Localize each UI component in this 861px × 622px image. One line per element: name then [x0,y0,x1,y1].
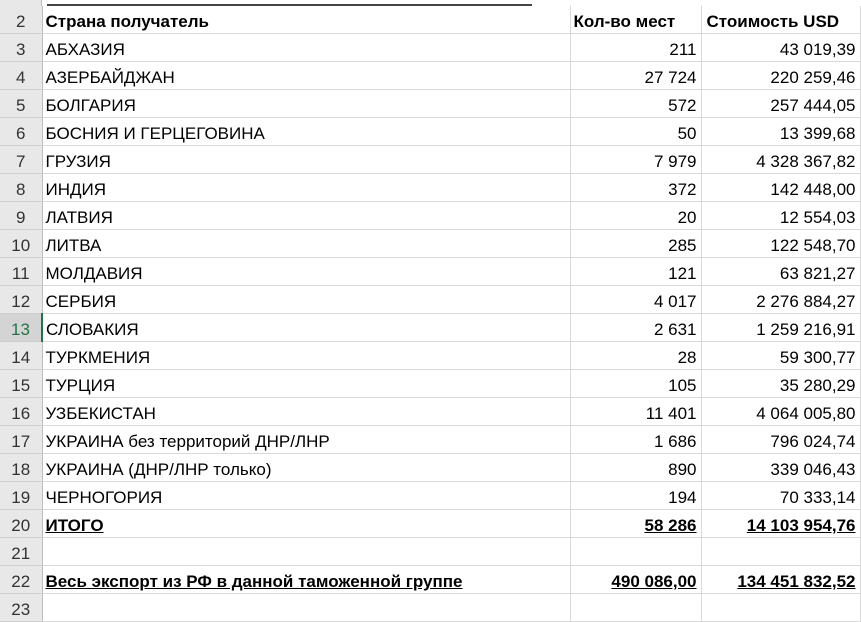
cost-cell[interactable]: 59 300,77 [701,342,860,370]
places-cell[interactable]: 2 631 [570,314,701,342]
table-row [0,146,860,174]
row-number[interactable]: 9 [0,202,42,230]
empty-row [0,538,860,566]
table-row [0,482,860,510]
export-total-row [0,566,860,594]
country-cell[interactable]: СЕРБИЯ [42,286,570,314]
country-cell[interactable] [42,594,570,622]
row-number[interactable]: 11 [0,258,42,286]
row-number[interactable]: 5 [0,90,42,118]
table-row [0,426,860,454]
table-row [0,62,860,90]
country-cell[interactable] [42,538,570,566]
country-cell[interactable]: ЛАТВИЯ [42,202,570,230]
partial-row [0,594,860,622]
country-cell[interactable]: СЛОВАКИЯ [42,314,570,342]
country-cell[interactable]: ТУРКМЕНИЯ [42,342,570,370]
cost-cell[interactable]: 142 448,00 [701,174,860,202]
places-cell[interactable]: 20 [570,202,701,230]
cost-cell[interactable]: 12 554,03 [701,202,860,230]
total-row [0,510,860,538]
places-cell[interactable]: 27 724 [570,62,701,90]
header-country-cell[interactable]: Страна получатель [42,6,570,34]
places-cell[interactable]: 28 [570,342,701,370]
row-number[interactable]: 15 [0,370,42,398]
table-row [0,90,860,118]
cost-cell[interactable]: 43 019,39 [701,34,860,62]
cost-cell[interactable]: 796 024,74 [701,426,860,454]
row-number[interactable]: 21 [0,538,42,566]
country-cell[interactable]: ЧЕРНОГОРИЯ [42,482,570,510]
places-cell[interactable]: 890 [570,454,701,482]
table-row [0,342,860,370]
row-number[interactable]: 14 [0,342,42,370]
places-cell[interactable]: 572 [570,90,701,118]
row-number[interactable]: 13 [0,314,42,342]
cost-cell[interactable] [701,594,860,622]
cost-cell[interactable]: 220 259,46 [701,62,860,90]
row-number[interactable]: 22 [0,566,42,594]
places-cell[interactable]: 121 [570,258,701,286]
country-cell[interactable]: УЗБЕКИСТАН [42,398,570,426]
cost-cell[interactable] [701,538,860,566]
table-row [0,202,860,230]
row-number[interactable]: 17 [0,426,42,454]
places-cell[interactable]: 211 [570,34,701,62]
cost-cell[interactable]: 2 276 884,27 [701,286,860,314]
table-row [0,454,860,482]
table-row [0,174,860,202]
country-cell[interactable]: ИНДИЯ [42,174,570,202]
country-cell[interactable]: ЛИТВА [42,230,570,258]
table-row [0,258,860,286]
row-number[interactable]: 16 [0,398,42,426]
places-cell[interactable]: 1 686 [570,426,701,454]
table-row [0,286,860,314]
country-cell[interactable]: ТУРЦИЯ [42,370,570,398]
table-row [0,314,860,342]
row-number[interactable]: 20 [0,510,42,538]
row-number[interactable]: 6 [0,118,42,146]
cost-cell[interactable]: 4 064 005,80 [701,398,860,426]
row-number[interactable]: 19 [0,482,42,510]
row-number[interactable]: 12 [0,286,42,314]
header-cost-cell[interactable]: Стоимость USD [701,6,860,34]
table-row [0,34,860,62]
country-cell[interactable]: БОЛГАРИЯ [42,90,570,118]
country-cell[interactable]: ИТОГО [42,510,570,538]
places-cell[interactable]: 7 979 [570,146,701,174]
places-cell[interactable]: 4 017 [570,286,701,314]
country-cell[interactable]: УКРАИНА (ДНР/ЛНР только) [42,454,570,482]
row-number[interactable]: 7 [0,146,42,174]
row-number[interactable]: 18 [0,454,42,482]
places-cell[interactable]: 50 [570,118,701,146]
row-number[interactable]: 8 [0,174,42,202]
cost-cell[interactable]: 122 548,70 [701,230,860,258]
country-cell[interactable]: УКРАИНА без территорий ДНР/ЛНР [42,426,570,454]
table-row [0,398,860,426]
places-cell[interactable] [570,594,701,622]
places-cell[interactable] [570,538,701,566]
cost-cell[interactable]: 1 259 216,91 [701,314,860,342]
cost-cell[interactable]: 14 103 954,76 [701,510,860,538]
cost-cell[interactable]: 63 821,27 [701,258,860,286]
header-places-cell[interactable]: Кол-во мест [570,6,701,34]
country-cell[interactable]: АЗЕРБАЙДЖАН [42,62,570,90]
cost-cell[interactable]: 4 328 367,82 [701,146,860,174]
country-cell[interactable]: МОЛДАВИЯ [42,258,570,286]
country-cell[interactable]: ГРУЗИЯ [42,146,570,174]
country-cell[interactable]: БОСНИЯ И ГЕРЦЕГОВИНА [42,118,570,146]
row-number[interactable]: 10 [0,230,42,258]
cost-cell[interactable]: 257 444,05 [701,90,860,118]
cost-cell[interactable]: 35 280,29 [701,370,860,398]
cost-cell[interactable]: 134 451 832,52 [701,566,860,594]
table-row [0,370,860,398]
cost-cell[interactable]: 339 046,43 [701,454,860,482]
data-grid [0,6,861,622]
places-cell[interactable]: 194 [570,482,701,510]
places-cell[interactable]: 372 [570,174,701,202]
places-cell[interactable]: 490 086,00 [570,566,701,594]
cost-cell[interactable]: 70 333,14 [701,482,860,510]
places-cell[interactable]: 105 [570,370,701,398]
row-number[interactable]: 3 [0,34,42,62]
country-cell[interactable]: АБХАЗИЯ [42,34,570,62]
table-row [0,118,860,146]
row-number[interactable]: 2 [0,6,42,34]
places-cell[interactable]: 285 [570,230,701,258]
places-cell[interactable]: 11 401 [570,398,701,426]
table-row [0,230,860,258]
country-cell[interactable]: Весь экспорт из РФ в данной таможенной группе [42,566,570,594]
row-number[interactable]: 4 [0,62,42,90]
row-number[interactable]: 23 [0,594,42,622]
header-row [0,6,860,34]
places-cell[interactable]: 58 286 [570,510,701,538]
cost-cell[interactable]: 13 399,68 [701,118,860,146]
